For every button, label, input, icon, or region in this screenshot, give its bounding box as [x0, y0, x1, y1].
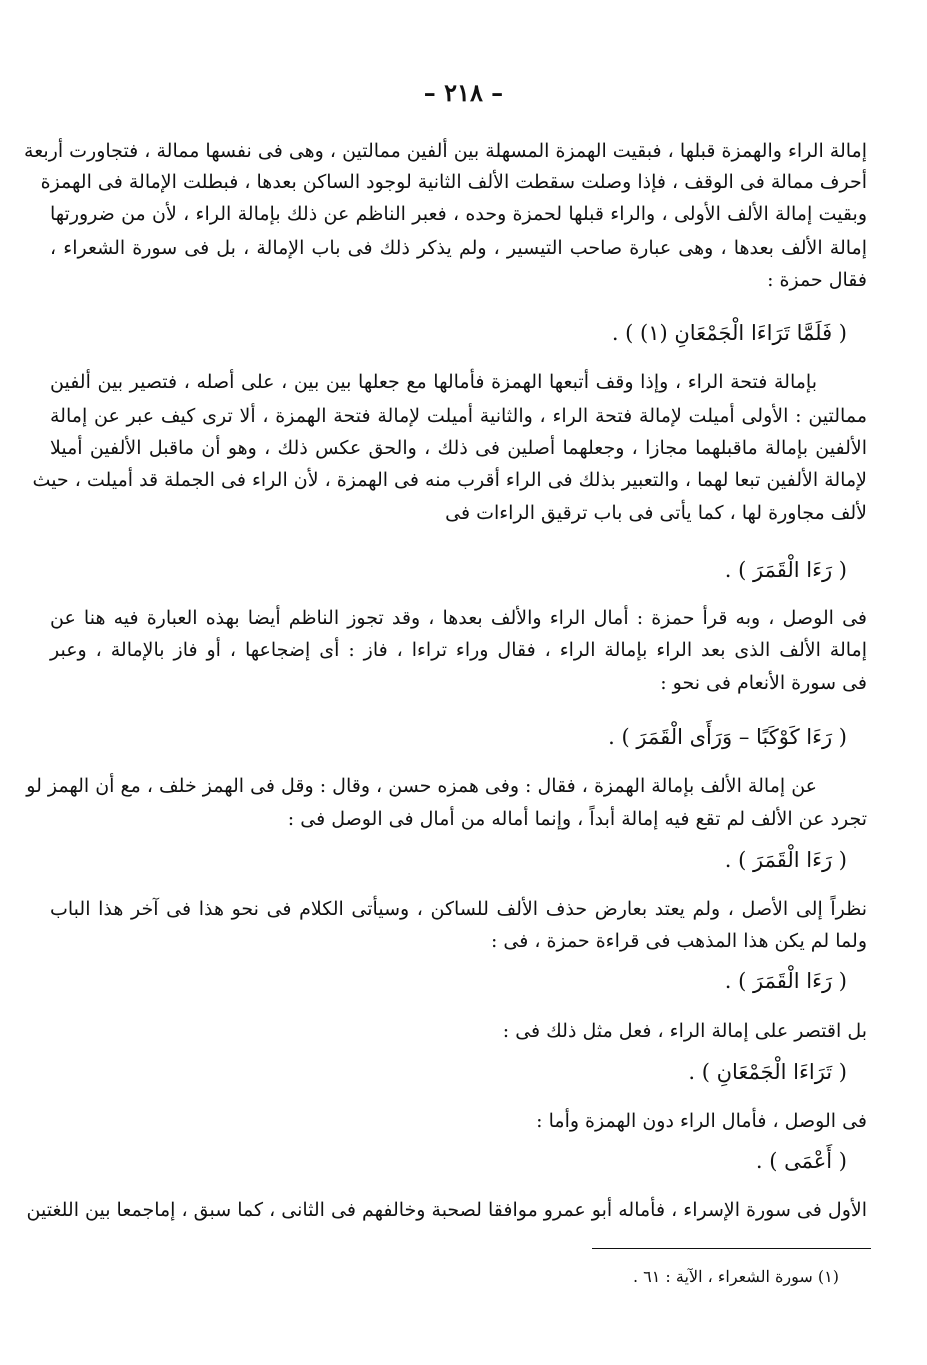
quran-quote: ( رَءَا الْقَمَرَ ) .	[724, 558, 847, 582]
text-line: فى سورة الأنعام فى نحو :	[660, 672, 867, 694]
page-number: – ٢١٨ –	[423, 78, 504, 107]
text-line: إمالة الألف بعدها ، وهى عبارة صاحب التيسير ، ولم يذكر ذلك فى باب الإمالة ، بل فى سورة الشعراء ،	[50, 237, 867, 259]
text-line: بل اقتصر على إمالة الراء ، فعل مثل ذلك فى :	[502, 1020, 867, 1042]
quran-quote: ( رَءَا كَوْكَبًا – وَرَأَى الْقَمَرَ ) .	[608, 725, 847, 749]
text-line: وبقيت إمالة الألف الأولى ، والراء قبلها لحمزة وحده ، فعبر الناظم عن ذلك بإمالة الراء ، لأن من ضرورتها	[50, 203, 867, 225]
text-line: أحرف ممالة فى الوقف ، فإذا وصلت سقطت الألف الثانية لوجود الساكن بعدها ، فبطلت الإمالة فى الهمزة	[40, 171, 867, 193]
text-line: فى الوصل ، وبه قرأ حمزة : أمال الراء والألف بعدها ، وقد تجوز الناظم أيضا بهذه العبارة فيه هنا عن	[50, 607, 867, 629]
text-line: لإمالة الألفين تبعا لهما ، والتعبير بذلك فى الراء أقرب منه فى الهمزة ، لأن الراء فى الجملة قد أميلت ، حيث	[32, 469, 867, 491]
quran-quote: ( تَرَاءَا الْجَمْعَانِ ) .	[688, 1060, 847, 1084]
quran-quote: ( أَعْمَى ) .	[755, 1149, 847, 1173]
text-line: إمالة الألف الذى بعد الراء بإمالة الراء ، فقال وراء تراءا ، فاز : أى إضجاعها ، أو فاز بالإمالة ، وعبر	[50, 639, 867, 661]
text-line: ولما لم يكن هذا المذهب فى قراءة حمزة ، فى :	[490, 930, 867, 952]
text-line: الأول فى سورة الإسراء ، فأماله أبو عمرو موافقا لصحبة وخالفهم فى الثانى ، كما سبق ، إماجمعا بين اللغتين	[26, 1199, 867, 1221]
text-line: نظراً إلى الأصل ، ولم يعتد بعارض حذف الألف للساكن ، وسيأتى الكلام فى نحو هذا فى آخر هذا الباب	[50, 898, 867, 920]
text-line: الألفين بإمالة ماقبلهما مجازا ، وجعلهما أصلين فى ذلك ، والحق عكس ذلك ، وهو أن ماقبل الألفين أميلا	[50, 437, 868, 459]
text-line: لألف مجاورة لها ، كما يأتى فى باب ترقيق الراءات فى	[445, 502, 867, 524]
quran-quote: ( رَءَا الْقَمَرَ ) .	[724, 848, 847, 872]
text-line: فقال حمزة :	[767, 269, 867, 291]
text-line: عن إمالة الألف بإمالة الهمزة ، فقال : وفى همزه حسن ، وقال : وقل فى الهمز خلف ، مع أن الهمز لو	[26, 775, 817, 797]
quran-quote: ( فَلَمَّا تَرَاءَا الْجَمْعَانِ (١) ) .	[611, 321, 847, 345]
text-line: ممالتين : الأولى أميلت لإمالة فتحة الراء ، والثانية أميلت لإمالة فتحة الهمزة ، ألا ترى كيف عبر عن إمالة	[50, 405, 867, 427]
text-line: فى الوصل ، فأمال الراء دون الهمزة وأما :	[536, 1110, 867, 1132]
quran-quote: ( رَءَا الْقَمَرَ ) .	[724, 969, 847, 993]
text-line: بإمالة فتحة الراء ، وإذا وقف أتبعها الهمزة فأمالها مع جعلها بين بين ، على أصله ، فتصير بين ألفين	[50, 371, 817, 393]
text-line: تجرد عن الألف لم تقع فيه إمالة أبداً ، وإنما أماله من أمال فى الوصل فى :	[287, 808, 867, 830]
footnote: (١) سورة الشعراء ، الآية : ٦١ .	[632, 1267, 839, 1286]
footnote-divider	[592, 1248, 871, 1249]
text-line: إمالة الراء والهمزة قبلها ، فبقيت الهمزة المسهلة بين ألفين ممالتين ، وهى فى نفسها ممالة ، فتجاورت أربعة	[24, 140, 867, 162]
